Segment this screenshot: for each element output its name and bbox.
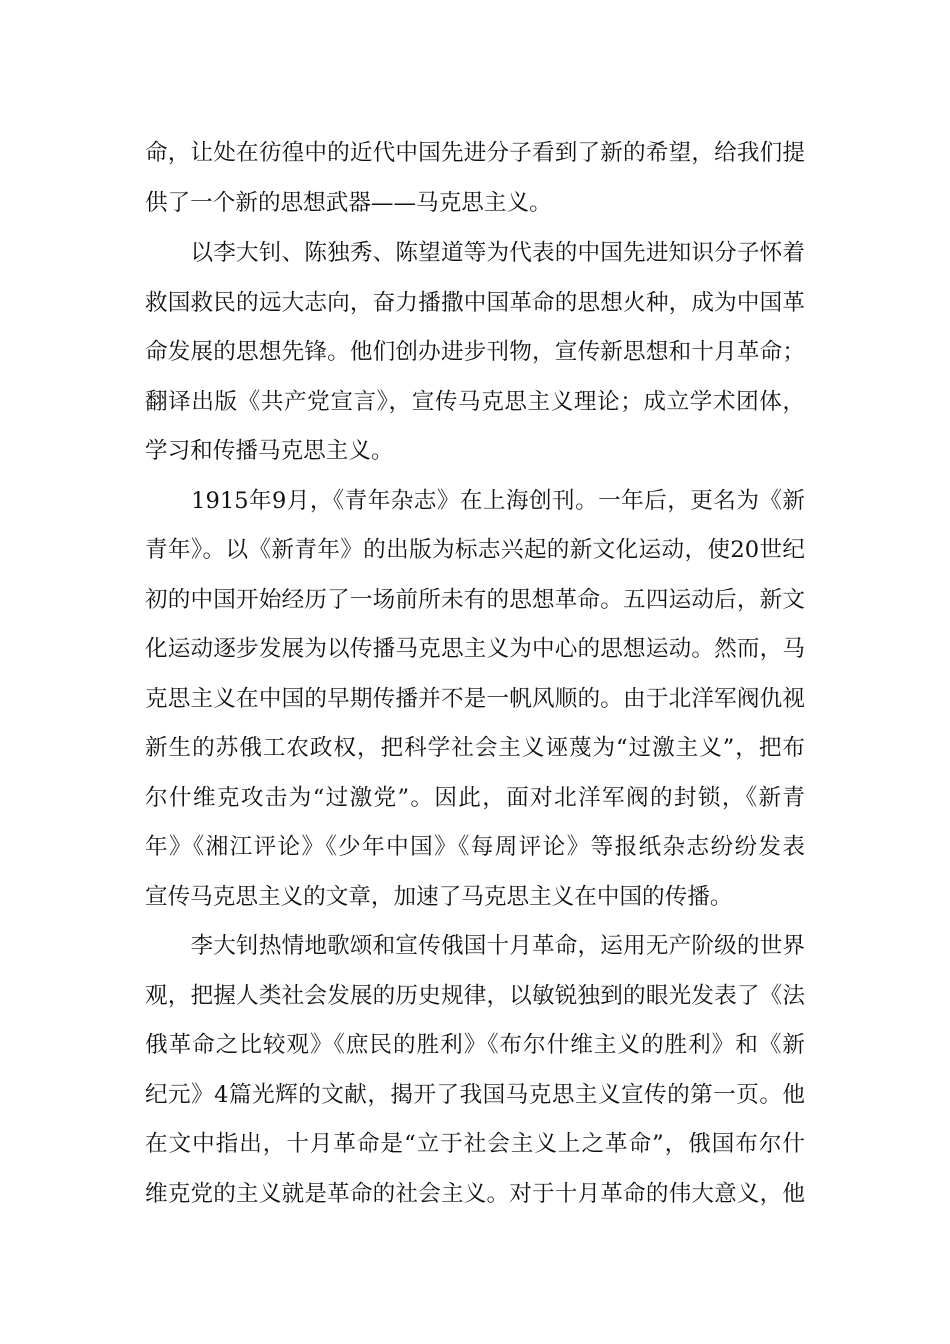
text-line: 李大钊热情地歌颂和宣传俄国十月革命，运用无产阶级的世界 [145, 933, 805, 959]
text-line: 1915年9月，《青年杂志》在上海创刊。一年后，更名为《新 [145, 488, 805, 514]
text-line: 年》《湘江评论》《少年中国》《每周评论》等报纸杂志纷纷发表 [145, 834, 805, 860]
text-line: 化运动逐步发展为以传播马克思主义为中心的思想运动。然而，马 [145, 636, 805, 662]
text-line: 新生的苏俄工农政权，把科学社会主义诬蔑为“过激主义”，把布 [145, 735, 805, 761]
text-line: 救国救民的远大志向，奋力播撒中国革命的思想火种，成为中国革 [145, 290, 805, 316]
text-line: 命，让处在彷徨中的近代中国先进分子看到了新的希望，给我们提 [145, 140, 805, 166]
text-line: 以李大钊、陈独秀、陈望道等为代表的中国先进知识分子怀着 [145, 240, 805, 266]
text-line: 观，把握人类社会发展的历史规律，以敏锐独到的眼光发表了《法 [145, 983, 805, 1009]
text-line: 俄革命之比较观》《庶民的胜利》《布尔什维主义的胜利》和《新 [145, 1032, 805, 1058]
text-line: 维克党的主义就是革命的社会主义。对于十月革命的伟大意义，他 [145, 1181, 805, 1207]
text-line: 纪元》4篇光辉的文献，揭开了我国马克思主义宣传的第一页。他 [145, 1082, 805, 1108]
text-line: 翻译出版《共产党宣言》，宣传马克思主义理论；成立学术团体， [145, 389, 805, 415]
text-line: 学习和传播马克思主义。 [145, 438, 394, 464]
text-line: 命发展的思想先锋。他们创办进步刊物，宣传新思想和十月革命； [145, 339, 805, 365]
text-line: 尔什维克攻击为“过激党”。因此，面对北洋军阀的封锁，《新青 [145, 785, 805, 811]
text-line: 初的中国开始经历了一场前所未有的思想革命。五四运动后，新文 [145, 587, 805, 613]
text-line: 在文中指出，十月革命是“立于社会主义上之革命”，俄国布尔什 [145, 1131, 805, 1157]
text-line: 宣传马克思主义的文章，加速了马克思主义在中国的传播。 [145, 884, 733, 910]
text-line: 青年》。以《新青年》的出版为标志兴起的新文化运动，使20世纪 [145, 537, 805, 563]
text-line: 供了一个新的思想武器——马克思主义。 [145, 190, 552, 216]
text-line: 克思主义在中国的早期传播并不是一帆风顺的。由于北洋军阀仇视 [145, 686, 805, 712]
